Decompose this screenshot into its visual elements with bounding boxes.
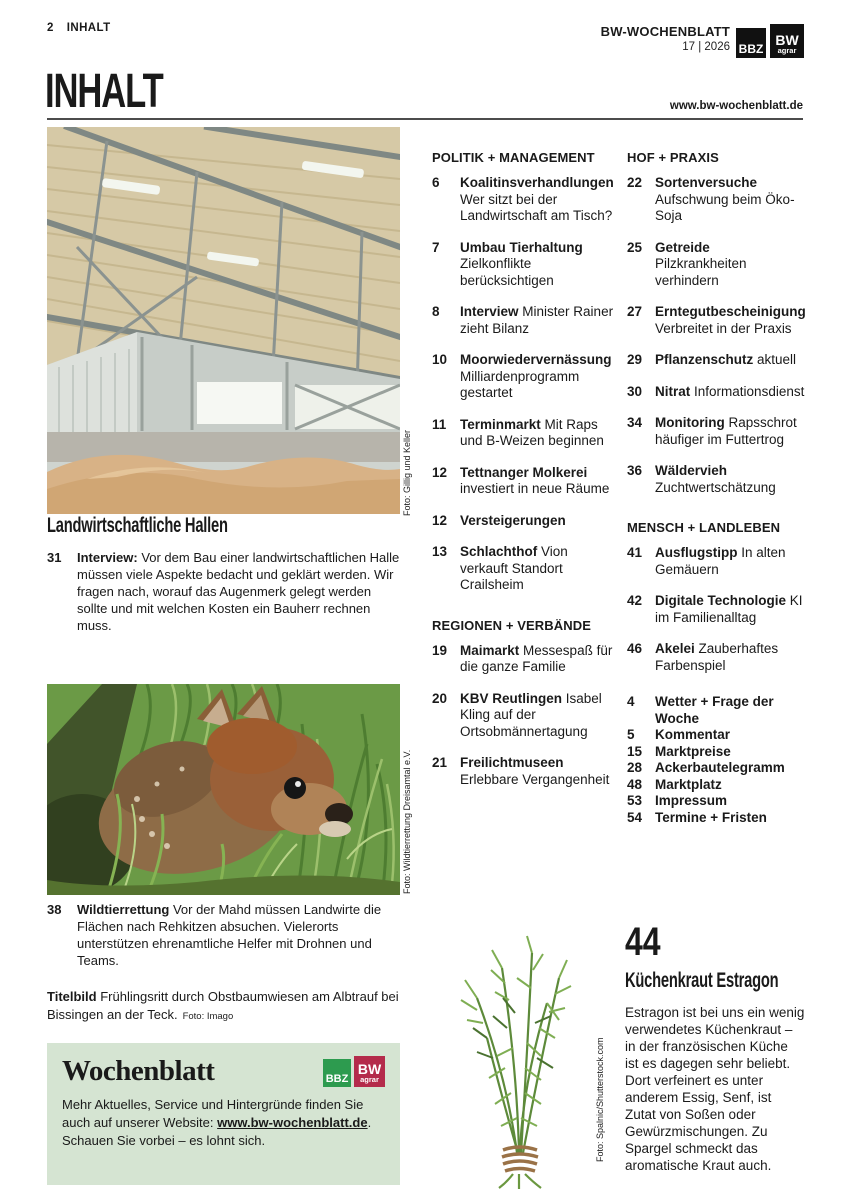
- toc-entry[interactable]: [432, 544, 614, 594]
- toc-entry-lead: Monitoring: [655, 415, 725, 430]
- promo-website-link[interactable]: www.bw-wochenblatt.de: [217, 1114, 368, 1130]
- toc-entry-rest: Verbreitet in der Praxis: [655, 320, 792, 336]
- toc-entry[interactable]: [627, 384, 805, 401]
- toc-entry-list: [432, 643, 614, 789]
- toc-entry-rest: Pilzkrankheiten verhindern: [655, 256, 747, 288]
- toc-entry-rest: Wer sitzt bei der Landwirtschaft am Tisch?: [460, 191, 613, 223]
- toc-entry-lead: Interview: [460, 304, 519, 319]
- toc-entry[interactable]: [627, 304, 805, 337]
- toc-entry-page: 12: [432, 512, 448, 528]
- quicklist-page: 28: [627, 760, 643, 775]
- hall-feature-text: Interview: Vor dem Bau einer landwirtschaftlichen Halle müssen viele Aspekte bedacht und geklärt werden. Wir fragen nach, worauf das Augenmerk gelegt werden sollte und mit welchen Kosten ein Bauherr rechnen muss.: [77, 550, 400, 633]
- masthead-issue: 17 | 2026: [682, 41, 730, 54]
- toc-section-title: REGIONEN + VERBÄNDE: [432, 617, 592, 633]
- toc-entry-text: [460, 240, 614, 290]
- quicklist-page: 54: [627, 809, 643, 825]
- toc-entry-page: 30: [627, 383, 643, 399]
- toc-entry[interactable]: [432, 417, 614, 450]
- quicklist-page: 4: [627, 694, 635, 709]
- toc-entry-lead: Tettnanger Molkerei: [460, 464, 588, 480]
- toc-entry-page: 12: [432, 464, 448, 480]
- toc-entry-page: 7: [432, 239, 440, 255]
- toc-entry-rest: Isabel Kling auf der Ortsobmännertagung: [460, 690, 602, 739]
- toc-entry[interactable]: [627, 593, 805, 626]
- quicklist-label: Kommentar: [655, 727, 731, 742]
- toc-entry[interactable]: [627, 175, 805, 225]
- toc-entry-lead: Nitrat: [655, 383, 691, 399]
- cover-photo-credit: Foto: Imago: [182, 1010, 234, 1022]
- bw-agrar-logo-red: BW agrar: [354, 1056, 385, 1087]
- bw-logo-subtext: agrar: [777, 45, 797, 55]
- toc-entry-rest: investiert in neue Räume: [460, 481, 610, 496]
- toc-column-middle: [432, 150, 614, 803]
- toc-entry-rest: Messespaß für die ganze Familie: [460, 642, 613, 674]
- toc-entry-lead: Erntegutbescheinigung: [655, 304, 806, 319]
- toc-entry-text: [655, 384, 804, 401]
- toc-entry-lead: Versteigerungen: [460, 512, 566, 528]
- toc-entry-text: [655, 240, 805, 290]
- toc-entry-page: 6: [432, 175, 440, 190]
- toc-entry-page: 29: [627, 352, 643, 367]
- toc-entry-lead: KBV Reutlingen: [460, 690, 563, 706]
- toc-entry-lead: Umbau Tierhaltung: [460, 239, 583, 255]
- estragon-page: 44: [625, 920, 661, 964]
- quicklist-entry[interactable]: [627, 727, 805, 744]
- website-promo-box: [47, 1043, 400, 1185]
- toc-entry-lead: Getreide: [655, 239, 710, 255]
- bbz-logo: [736, 28, 766, 58]
- promo-text: Mehr Aktuelles, Service und Hintergründe finden Sie auch auf unserer Website: www.bw-wochenblatt.de. Schauen Sie vorbei – es lohnt sich.: [62, 1096, 372, 1148]
- toc-entry-page: 8: [432, 304, 440, 319]
- tarragon-photo-credit: Foto: Spalnic/Shutterstock.com: [595, 1037, 605, 1162]
- fawn-feature-page: 38: [47, 902, 62, 917]
- quicklist-entry[interactable]: [627, 810, 805, 827]
- toc-section-title: MENSCH + LANDLEBEN: [627, 520, 781, 535]
- toc-entry-rest: KI im Familienalltag: [655, 593, 803, 625]
- title-divider: [47, 118, 803, 120]
- quicklist-label: Impressum: [655, 793, 728, 808]
- toc-entry-lead: Schlachthof: [460, 544, 538, 559]
- quicklist-entry[interactable]: [627, 777, 805, 794]
- toc-entry-text: [460, 304, 614, 337]
- toc-entry-text: [460, 544, 614, 594]
- toc-entry-text: [460, 417, 614, 450]
- hall-feature-entry[interactable]: [47, 549, 403, 634]
- toc-entry-text: [655, 593, 805, 626]
- page-title: INHALT: [45, 65, 163, 118]
- toc-entry[interactable]: [432, 304, 614, 337]
- toc-entry-page: 36: [627, 463, 643, 478]
- toc-entry[interactable]: [627, 352, 805, 369]
- quicklist-label: Termine + Fristen: [655, 809, 767, 825]
- toc-entry-lead: Moorwiedervernässung: [460, 352, 612, 367]
- estragon-text: Estragon ist bei uns ein wenig verwendetes Küchenkraut – in der französischen Küche ist es dagegen sehr beliebt. Dort verfeinert es unter anderem Essig, Senf, ist Zutat von Soßen oder Gewürzmischungen. Zu Spargel schmeckt das aromatische Kraut auch.: [625, 1005, 805, 1173]
- toc-entry-text: [655, 415, 805, 448]
- bw-agrar-logo: [770, 24, 804, 58]
- fawn-feature-lead: Wildtierrettung: [77, 902, 170, 917]
- tarragon-photo: [447, 928, 593, 1190]
- toc-entry-text: [655, 175, 805, 225]
- toc-entry[interactable]: [627, 545, 805, 578]
- toc-entry-page: 13: [432, 544, 448, 559]
- quicklist-entry[interactable]: [627, 760, 805, 777]
- toc-entry-text: [655, 463, 805, 496]
- toc-entry-text: [460, 465, 614, 498]
- quicklist-label: Wetter + Frage der Woche: [655, 694, 774, 726]
- toc-entry-text: [460, 513, 566, 530]
- quicklist-label: Ackerbautelegramm: [655, 760, 785, 775]
- toc-entry-list: [627, 175, 805, 496]
- toc-entry[interactable]: [432, 755, 614, 788]
- toc-entry-lead: Maimarkt: [460, 642, 520, 658]
- toc-entry-lead: Digitale Technologie: [655, 593, 787, 608]
- cover-note-lead: Titelbild: [47, 989, 97, 1004]
- toc-entry-rest: Vion verkauft Standort Crailsheim: [460, 544, 568, 592]
- toc-entry[interactable]: [432, 352, 614, 402]
- toc-column-right: [627, 150, 805, 826]
- fawn-feature-entry[interactable]: [47, 901, 403, 969]
- toc-section-mensch: [627, 520, 805, 674]
- toc-entry-page: 21: [432, 755, 448, 770]
- toc-entry-rest: Zielkonflikte berücksichtigen: [460, 256, 554, 288]
- toc-entry-rest: Informationsdienst: [694, 383, 805, 399]
- toc-entry-lead: Wäldervieh: [655, 463, 728, 478]
- toc-entry[interactable]: [627, 463, 805, 496]
- toc-entry-rest: Erlebbare Vergangenheit: [460, 771, 610, 787]
- tarragon-photo-drawing: [447, 928, 593, 1190]
- toc-entry-lead: Sortenversuche: [655, 175, 758, 190]
- wochenblatt-logo: Wochenblatt: [62, 1055, 215, 1087]
- toc-entry-page: 27: [627, 304, 643, 319]
- bbz-logo-green: BBZ: [323, 1059, 351, 1087]
- toc-entry[interactable]: [627, 240, 805, 290]
- toc-entry-list: [627, 545, 805, 674]
- toc-entry-page: 42: [627, 593, 643, 608]
- toc-entry-rest: Minister Rainer zieht Bilanz: [460, 304, 614, 336]
- toc-entry[interactable]: [627, 641, 805, 674]
- toc-entry[interactable]: [432, 513, 614, 530]
- toc-entry[interactable]: [432, 240, 614, 290]
- toc-entry-lead: Koalitinsverhandlungen: [460, 175, 614, 190]
- toc-entry-page: 25: [627, 239, 643, 255]
- toc-entry-rest: Zauberhaftes Farbenspiel: [655, 641, 779, 673]
- toc-entry-rest: aktuell: [757, 352, 797, 367]
- toc-entry-rest: Mit Raps und B-Weizen beginnen: [460, 416, 604, 448]
- quicklist-entry[interactable]: [627, 793, 805, 810]
- toc-entry-lead: Freilichtmuseen: [460, 755, 564, 770]
- estragon-feature[interactable]: [625, 920, 805, 1174]
- toc-entry-page: 22: [627, 175, 643, 190]
- toc-entry-text: [655, 352, 796, 369]
- toc-entry-text: [655, 545, 805, 578]
- toc-section-title: HOF + PRAXIS: [627, 150, 719, 165]
- quicklist-page: 53: [627, 793, 643, 808]
- toc-entry-text: [655, 304, 806, 337]
- toc-entry[interactable]: [432, 643, 614, 676]
- masthead-title: BW-WOCHENBLATT: [600, 24, 730, 39]
- quicklist-entry[interactable]: [627, 694, 805, 727]
- toc-entry-text: [655, 641, 805, 674]
- toc-entry[interactable]: [627, 415, 805, 448]
- toc-section-regionen: [432, 618, 614, 789]
- toc-section-hof: [627, 150, 805, 496]
- bbz-logo-text: BBZ: [738, 42, 764, 56]
- toc-entry-text: [460, 755, 614, 788]
- hall-photo: [47, 127, 400, 514]
- quicklist-page: 5: [627, 727, 635, 742]
- toc-entry-page: 19: [432, 642, 448, 658]
- toc-section-politik: [432, 150, 614, 594]
- quicklist-entry[interactable]: [627, 744, 805, 761]
- toc-entry-page: 20: [432, 690, 448, 706]
- fawn-photo-drawing: [47, 684, 400, 895]
- toc-entry-text: [460, 352, 614, 402]
- hall-feature-page: 31: [47, 550, 62, 565]
- toc-entry[interactable]: [432, 691, 614, 741]
- toc-section-title: POLITIK + MANAGEMENT: [432, 150, 595, 165]
- cover-note: Titelbild Frühlingsritt durch Obstbaumwiesen am Albtrauf bei Bissingen an der Teck. Foto: Imago: [47, 989, 399, 1022]
- toc-entry[interactable]: [432, 465, 614, 498]
- quicklist-page: 15: [627, 743, 643, 759]
- fawn-photo: [47, 684, 400, 895]
- toc-entry[interactable]: [432, 175, 614, 225]
- toc-entry-page: 10: [432, 352, 448, 367]
- toc-entry-rest: Rapsschrot häufiger im Futtertrog: [655, 415, 797, 447]
- hall-feature-lead: Interview:: [77, 550, 138, 565]
- hall-feature-heading: Landwirtschaftliche Hallen: [47, 514, 228, 537]
- toc-entry-page: 34: [627, 415, 643, 430]
- toc-entry-lead: Ausflugstipp: [655, 545, 738, 560]
- toc-entry-lead: Terminmarkt: [460, 416, 541, 432]
- toc-entry-text: [460, 643, 614, 676]
- quicklist-page: 48: [627, 776, 643, 792]
- fawn-photo-credit: Foto: Wildtierrettung Dreisamtal e.V.: [402, 749, 412, 894]
- toc-entry-page: 41: [627, 545, 643, 560]
- toc-entry-page: 46: [627, 641, 643, 656]
- hall-photo-drawing: [47, 127, 400, 514]
- toc-entry-text: [460, 175, 614, 225]
- toc-entry-rest: In alten Gemäuern: [655, 545, 786, 577]
- folio-label: INHALT: [66, 22, 111, 34]
- bw-logo-text: BW: [775, 31, 799, 48]
- masthead: [601, 24, 730, 55]
- toc-entry-rest: Milliardenprogramm gestartet: [460, 368, 580, 400]
- hall-photo-credit: Foto: Gillig und Keller: [402, 429, 412, 516]
- folio-number: 2: [47, 22, 54, 34]
- toc-entry-rest: Aufschwung beim Öko-Soja: [655, 191, 795, 223]
- estragon-heading: Küchenkraut Estragon: [625, 969, 779, 992]
- quicklist-label: Marktpreise: [655, 743, 731, 759]
- toc-entry-list: [432, 175, 614, 594]
- fawn-feature-text: Wildtierrettung Vor der Mahd müssen Landwirte die Flächen nach Rehkitzen absuchen. Vielerorts unterstützen ehrenamtliche Helfer mit Drohnen und Teams.: [77, 902, 382, 968]
- toc-entry-text: [460, 691, 614, 741]
- website-url[interactable]: www.bw-wochenblatt.de: [669, 100, 803, 112]
- toc-entry-page: 11: [432, 416, 447, 432]
- page-folio: [47, 22, 111, 34]
- quicklist-label: Marktplatz: [655, 776, 722, 792]
- toc-entry-lead: Pflanzenschutz: [655, 352, 754, 367]
- toc-entry-rest: Zuchtwertschätzung: [655, 479, 776, 495]
- quicklist: [627, 694, 805, 826]
- toc-entry-lead: Akelei: [655, 641, 695, 656]
